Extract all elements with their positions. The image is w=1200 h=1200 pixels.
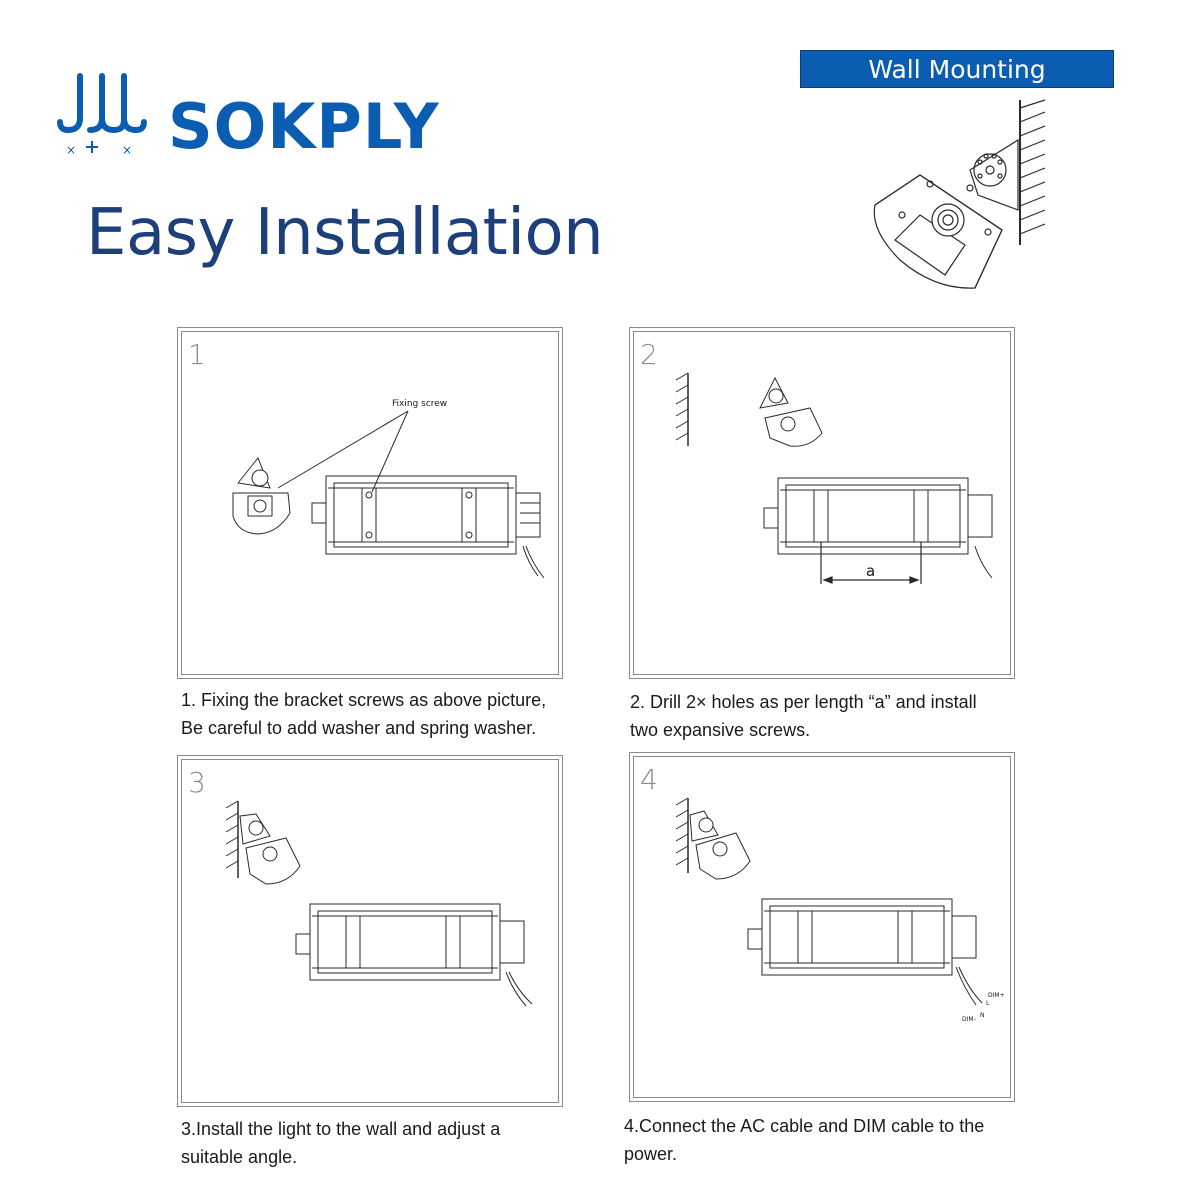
svg-text:×: × [66,143,77,157]
page-title: Easy Installation [86,196,604,270]
caption-line: Be careful to add washer and spring washer. [181,718,537,738]
step-number: 3 [188,766,206,799]
step-3-diagram [178,756,564,1108]
step-4-caption [624,1112,984,1168]
fixing-screw-callout: Fixing screw [392,399,448,409]
caption-line: 3.Install the light to the wall and adjust a [181,1119,501,1139]
caption-line: two expansive screws. [630,720,811,740]
step-1-diagram [178,328,564,680]
step-3-caption [181,1115,500,1171]
svg-text:×: × [122,143,133,157]
step-number: 2 [640,338,658,371]
caption-line: 2. Drill 2× holes as per length “a” and install [630,692,977,712]
dimension-a-label: a [866,562,876,580]
caption-line: suitable angle. [181,1147,298,1167]
step-3-panel [177,755,563,1107]
wire-label-dim-plus: DIM+ [988,992,1005,999]
step-4-panel [629,752,1015,1102]
brand-logo [58,70,440,163]
step-number: 4 [640,763,658,796]
wall-mounting-badge: Wall Mounting [800,50,1114,88]
step-2-panel [629,327,1015,679]
wire-label-l: L [986,1000,990,1007]
step-number: 1 [188,338,206,371]
caption-line: 1. Fixing the bracket screws as above picture, [181,690,547,710]
step-4-diagram [630,753,1016,1103]
caption-line: 4.Connect the AC cable and DIM cable to the [624,1116,985,1136]
step-1-panel [177,327,563,679]
step-1-caption [181,686,546,742]
brand-wordmark: SOKPLY [168,90,440,163]
wall-mount-illustration [860,100,1070,300]
wire-label-n: N [980,1012,985,1019]
step-2-diagram [630,328,1016,680]
wire-label-dim-minus: DIM- [962,1016,976,1023]
step-2-caption [630,688,977,744]
caption-line: power. [624,1144,678,1164]
